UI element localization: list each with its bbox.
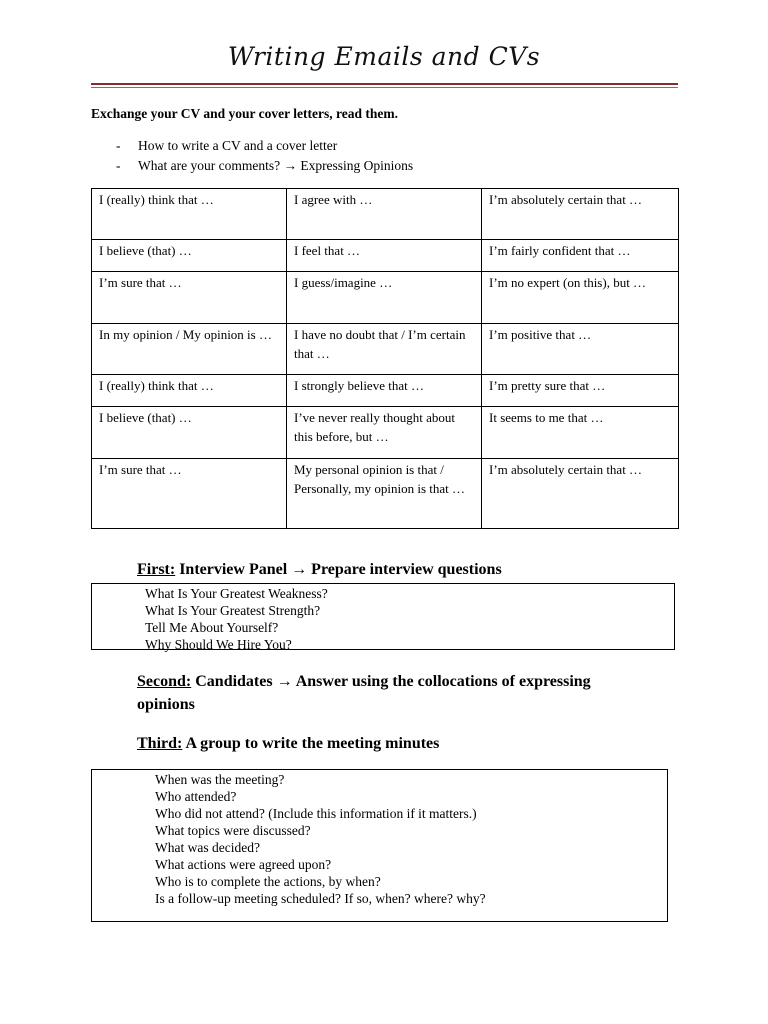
list-item: What topics were discussed? (155, 823, 311, 838)
table-cell: In my opinion / My opinion is … (92, 324, 287, 375)
first-heading (137, 561, 502, 579)
second-heading (137, 670, 591, 716)
table-cell: I strongly believe that … (287, 375, 482, 407)
table-row (92, 272, 679, 324)
second-label: Second: (137, 673, 192, 690)
table-cell: I feel that … (287, 240, 482, 272)
table-cell: I have no doubt that / I’m certain that … (287, 324, 482, 375)
bullet-item (116, 136, 413, 156)
page-title: Writing Emails and CVs (227, 42, 541, 71)
table-row (92, 459, 679, 529)
table-row (92, 407, 679, 459)
bullet-text: What are your comments? → Expressing Opinions (138, 158, 414, 173)
second-text-cont: opinions (137, 696, 195, 713)
table-cell: I guess/imagine … (287, 272, 482, 324)
table-cell: I (really) think that … (92, 189, 287, 240)
table-cell: I’m positive that … (482, 324, 679, 375)
bullet-dash: - (116, 158, 121, 173)
third-text: A group to write the meeting minutes (185, 735, 440, 752)
table-cell: I (really) think that … (92, 375, 287, 407)
table-cell: I’m sure that … (92, 459, 287, 529)
table-cell: I’m absolutely certain that … (482, 189, 679, 240)
table-cell: I’ve never really thought about this before, but … (287, 407, 482, 459)
table-row (92, 324, 679, 375)
list-item: Why Should We Hire You? (145, 637, 292, 652)
list-item: What Is Your Greatest Weakness? (145, 586, 328, 601)
table-row (92, 240, 679, 272)
list-item: What actions were agreed upon? (155, 857, 332, 872)
interview-questions-box (91, 583, 675, 650)
table-cell: I believe (that) … (92, 407, 287, 459)
title-rule (91, 83, 678, 85)
table-cell: My personal opinion is that / Personally, my opinion is that … (287, 459, 482, 529)
second-text: Candidates → Answer using the collocations of expressing (195, 673, 591, 690)
list-item: Is a follow-up meeting scheduled? If so, when? where? why? (155, 891, 486, 906)
table-row (92, 189, 679, 240)
table-cell: I’m no expert (on this), but … (482, 272, 679, 324)
list-item: Who is to complete the actions, by when? (155, 874, 381, 889)
list-item: Who attended? (155, 789, 237, 804)
list-item: What Is Your Greatest Strength? (145, 603, 321, 618)
first-text: Interview Panel → Prepare interview questions (179, 561, 502, 578)
list-item: When was the meeting? (155, 772, 285, 787)
table-cell: I believe (that) … (92, 240, 287, 272)
list-item: Tell Me About Yourself? (145, 620, 279, 635)
table-row (92, 375, 679, 407)
table-cell: It seems to me that … (482, 407, 679, 459)
opinions-table (91, 188, 679, 529)
first-label: First: (137, 561, 176, 578)
meeting-minutes-box (91, 769, 668, 922)
third-heading (137, 735, 439, 753)
third-label: Third: (137, 735, 183, 752)
bullet-list (116, 136, 413, 176)
instruction-text: Exchange your CV and your cover letters, read them. (91, 106, 398, 121)
table-cell: I’m pretty sure that … (482, 375, 679, 407)
table-cell: I agree with … (287, 189, 482, 240)
list-item: What was decided? (155, 840, 260, 855)
table-cell: I’m sure that … (92, 272, 287, 324)
list-item: Who did not attend? (Include this information if it matters.) (155, 806, 477, 821)
table-cell: I’m fairly confident that … (482, 240, 679, 272)
table-cell: I’m absolutely certain that … (482, 459, 679, 529)
title-rule-thin (91, 87, 678, 88)
bullet-text: How to write a CV and a cover letter (138, 138, 338, 153)
bullet-dash: - (116, 138, 121, 153)
bullet-item (116, 156, 413, 176)
